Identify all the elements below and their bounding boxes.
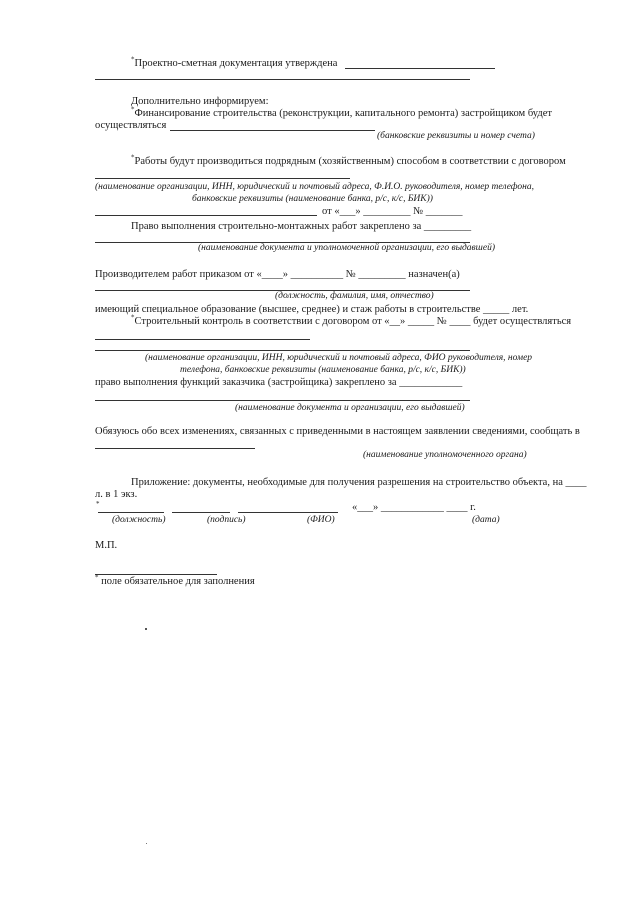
hint-authority: (наименование уполномоченного органа)	[363, 450, 527, 460]
customer-right-text: право выполнения функций заказчика (застройщика) закреплено за ____________	[95, 377, 463, 388]
appendix-text: Приложение: документы, необходимые для получения разрешения на строительство объекта, на ____	[131, 477, 587, 488]
req-marker-sign: *	[96, 500, 100, 508]
label-position: (должность)	[112, 515, 166, 525]
bank-details-field[interactable]	[170, 130, 375, 131]
design-docs-approved: *Проектно-сметная документация утверждена	[131, 55, 338, 69]
footnote: * поле обязательное для заполнения	[95, 573, 255, 587]
additional-info-heading: Дополнительно информируем:	[131, 96, 269, 107]
customer-right-field[interactable]	[95, 400, 470, 401]
hint-org2-details: (наименование организации, ИНН, юридический и почтовый адреса, ФИО руководителя, номер	[145, 353, 533, 363]
contractor-field[interactable]	[95, 178, 350, 179]
authority-field[interactable]	[95, 448, 255, 449]
scan-speck	[146, 843, 147, 844]
appendix-text-cont: л. в 1 экз.	[95, 489, 138, 500]
label-fio: (ФИО)	[307, 515, 335, 525]
signature-field[interactable]	[172, 512, 230, 513]
education-text: имеющий специальное образование (высшее, среднее) и стаж работы в строительстве _____ лет.	[95, 304, 529, 315]
contract-field[interactable]	[95, 215, 317, 216]
works-method-text: *Работы будут производиться подрядным (хозяйственным) способом в соответствии с договором	[131, 153, 566, 167]
manufacturer-order-text: Производителем работ приказом от «____» __________ № _________ назначен(а)	[95, 269, 460, 280]
label-signature: (подпись)	[207, 515, 246, 525]
financing-text-cont: осуществляться	[95, 120, 167, 131]
approved-field-cont[interactable]	[95, 79, 470, 80]
hint-org2-details-cont: телефона, банковские реквизиты (наименование банка, р/с, к/с, БИК))	[180, 365, 466, 375]
financing-text: *Финансирование строительства (реконструкции, капитального ремонта) застройщиком будет	[131, 105, 552, 119]
hint-bank-details: (банковские реквизиты и номер счета)	[377, 131, 535, 141]
fio-field[interactable]	[238, 512, 338, 513]
control-field-cont[interactable]	[95, 350, 470, 351]
seal-place: М.П.	[95, 540, 118, 551]
date-field[interactable]: «___» ____________ ____ г.	[352, 502, 476, 513]
hint-position-name: (должность, фамилия, имя, отчество)	[275, 291, 434, 301]
position-field[interactable]	[98, 512, 164, 513]
hint-org-details: (наименование организации, ИНН, юридический и почтовый адреса, Ф.И.О. руководителя, номер телефона,	[95, 182, 534, 192]
installation-right-text: Право выполнения строительно-монтажных работ закреплено за _________	[131, 221, 472, 232]
hint-org-details-cont: банковские реквизиты (наименование банка, р/с, к/с, БИК))	[192, 194, 433, 204]
hint-doc-org: (наименование документа и организации, его выдавшей)	[235, 403, 465, 413]
footnote-separator	[95, 574, 217, 575]
scan-speck	[145, 628, 147, 630]
approved-field[interactable]	[345, 68, 495, 69]
undertake-text: Обязуюсь обо всех изменениях, связанных с приведенными в настоящем заявлении сведениями, сообщать в	[95, 426, 580, 437]
control-field[interactable]	[95, 339, 310, 340]
hint-doc-authorized-org: (наименование документа и уполномоченной организации, его выдавшей)	[198, 243, 495, 253]
construction-control-text: *Строительный контроль в соответствии с договором от «__» _____ № ____ будет осуществляться	[131, 313, 572, 327]
contract-date-number: от «___» _________ № _______	[322, 206, 463, 217]
label-date: (дата)	[472, 515, 500, 525]
